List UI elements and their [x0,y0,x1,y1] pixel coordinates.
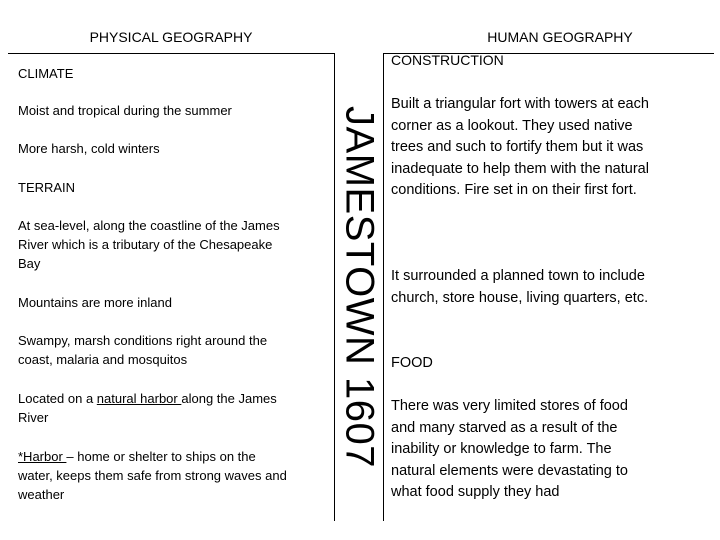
construction-item-town: It surrounded a planned town to include church, store house, living quarters, etc. [391,268,649,306]
terrain-item-mountains: Mountains are more inland [18,295,172,310]
harbor-definition-text: – home or shelter to ships on the water, keeps them safe from strong waves and weather [18,449,287,502]
jamestown-divider [334,53,384,521]
terrain-heading: TERRAIN [18,180,76,195]
harbor-location-text [18,389,283,427]
harbor-definition [18,447,288,504]
natural-harbor-term: natural harbor [96,391,182,406]
harbor-pre-text: Located on a [18,391,97,406]
physical-geography-title: PHYSICAL GEOGRAPHY [89,29,253,45]
climate-item-summer: Moist and tropical during the summer [18,103,232,118]
food-item-starvation: There was very limited stores of food and many starved as a result of the inability or knowledge to farm. The natural elements were devastating to what food supply they had [391,398,628,500]
header-rule-left [8,53,334,54]
harbor-definition-term: *Harbor [18,449,67,464]
human-geography-title: HUMAN GEOGRAPHY [487,29,633,45]
food-heading: FOOD [391,355,433,371]
construction-item-fort: Built a triangular fort with towers at each corner as a lookout. They used native trees and such to fortify them but it was inadequate to help them with the natural conditions. Fire set in on their first fort. [391,96,649,198]
terrain-item-sea-level: At sea-level, along the coastline of the James River which is a tributary of the Chesapeake Bay [18,218,280,271]
terrain-item-swampy: Swampy, marsh conditions right around the coast, malaria and mosquitos [18,333,268,367]
harbor-post-text: along the James River [18,391,277,425]
climate-heading: CLIMATE [18,66,74,81]
construction-heading: CONSTRUCTION [391,52,504,68]
climate-item-winters: More harsh, cold winters [18,141,160,156]
jamestown-title: JAMESTOWN 1607 [337,106,382,468]
